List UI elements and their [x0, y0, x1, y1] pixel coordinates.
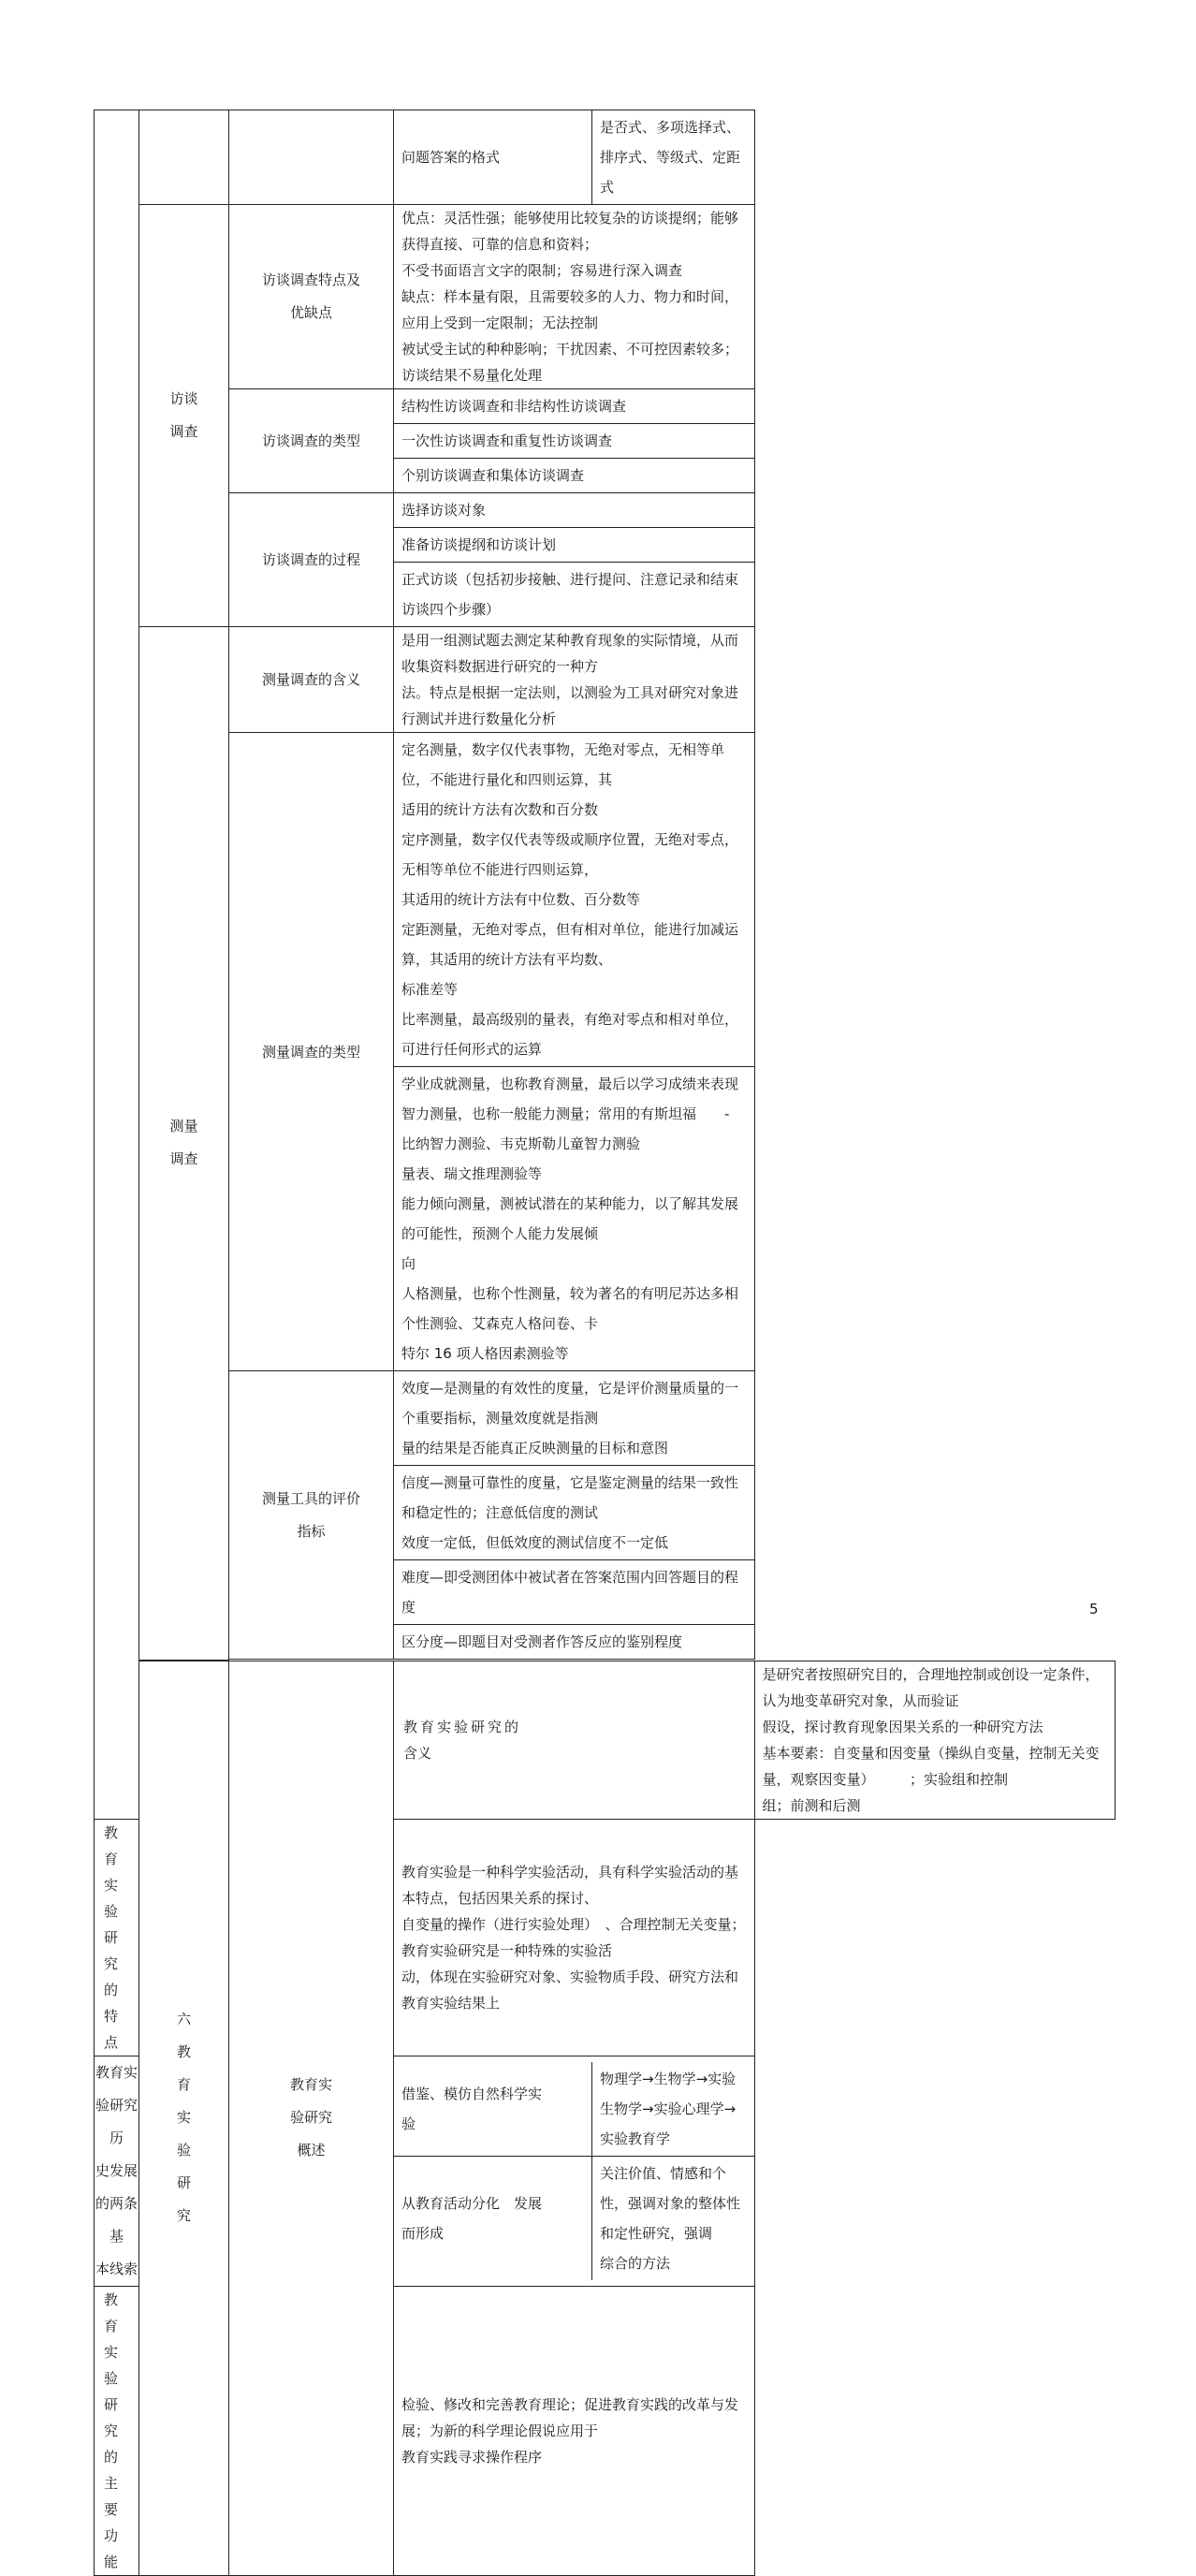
- table-row: [95, 493, 1116, 627]
- text-line: 信度—测量可靠性的度量，它是鉴定测量的结果一致性和稳定性的；注意低信度的测试: [401, 1474, 739, 1521]
- text-line: 优点：灵活性强；能够使用比较复杂的访谈提纲；能够获得直接、可靠的信息和资料；: [401, 210, 739, 253]
- list-item: 个别访谈调查和集体访谈调查: [401, 467, 585, 484]
- text-line: 向: [401, 1255, 416, 1272]
- history-desc: [592, 2156, 754, 2280]
- text-line: 其适用的统计方法有中位数、百分数等: [401, 891, 641, 908]
- subject-measurement-types: 测量调查的类型: [229, 733, 394, 1371]
- category-line: 调查: [169, 423, 198, 440]
- subject-line: 测量工具的评价: [261, 1489, 360, 1507]
- text-line: 人格测量，也称个性测量，较为著名的有明尼苏达多相个性测验、艾森克人格问卷、卡: [401, 1285, 739, 1332]
- document-page: [94, 110, 1116, 2576]
- text-line: 组；前测和后测: [762, 1796, 861, 1814]
- list-item: [394, 1067, 754, 1371]
- chapter-char: 六: [176, 2011, 191, 2027]
- content-measurement-meaning: [394, 627, 755, 733]
- category-line: 访谈: [169, 390, 198, 407]
- chapter-char: 研: [176, 2174, 191, 2191]
- table-row: [95, 110, 1116, 205]
- subject-interview-types: 访谈调查的类型: [229, 389, 394, 493]
- subject-line: 本线索: [95, 2260, 138, 2277]
- subject-line: 指标: [297, 1522, 326, 1540]
- text-line: 而形成: [401, 2224, 445, 2242]
- content-interview-process: [394, 493, 755, 627]
- content-experiment-meaning: [754, 1661, 1116, 1819]
- subject-line: 主要功能: [104, 2474, 119, 2570]
- category-line: 验研究: [289, 2109, 332, 2126]
- chapter-char: 育: [176, 2076, 191, 2093]
- text-line: 定距测量，无绝对零点，但有相对单位，能进行加减运算，其适用的统计方法有平均数、: [401, 921, 739, 968]
- text-line: 自变量的操作（进行实验处理） 、合理控制无关变量；教育实验研究是一种特殊的实验活: [401, 1915, 746, 1959]
- text-line: 特尔 16 项人格因素测验等: [401, 1345, 569, 1362]
- text-line: 被试受主试的种种影响；干扰因素、不可控因素较多；访谈结果不易量化处理: [401, 341, 739, 384]
- table-row: [95, 1661, 1116, 1819]
- text-line: 是研究者按照研究目的，合理地控制或创设一定条件，认为地变革研究对象，从而验证: [762, 1665, 1100, 1709]
- chapter-char: 教: [176, 2043, 191, 2060]
- text-line: 智力测量，也称一般能力测量；常用的有斯坦福 - 比纳智力测验、韦克斯勒儿童智力测验: [401, 1105, 730, 1152]
- subject-cell-empty: [229, 110, 394, 205]
- text-line: 学业成就测量，也称教育测量，最后以学习成绩来表现: [401, 1076, 739, 1092]
- list-item: 正式访谈（包括初步接触、进行提问、注意记录和结束访谈四个步骤）: [401, 571, 739, 618]
- text-line: 量表、瑞文推理测验等: [401, 1165, 543, 1182]
- subject-line: 史发展的两条基: [95, 2161, 138, 2245]
- answer-format-value: 是否式、多项选择式、排序式、等级式、定距式: [600, 119, 741, 196]
- subject-experiment-features: [95, 1819, 139, 2056]
- table-row: [95, 389, 1116, 493]
- text-line: 验: [401, 2115, 416, 2132]
- list-item: 准备访谈提纲和访谈计划: [394, 528, 754, 563]
- table-row: [95, 733, 1116, 1371]
- content-measurement-types: [394, 733, 755, 1371]
- content-interview-types: [394, 389, 755, 493]
- text-line: 比率测量，最高级别的量表，有绝对零点和相对单位，可进行任何形式的运算: [401, 1011, 739, 1058]
- list-item: [394, 1466, 754, 1560]
- category-line: 测量: [169, 1118, 198, 1135]
- history-sub: [394, 2062, 592, 2157]
- category-measurement: [139, 627, 229, 1661]
- subject-line: 优缺点: [289, 304, 332, 321]
- list-item: 区分度—即题目对受测者作答反应的鉴别程度: [401, 1633, 683, 1650]
- list-item: 结构性访谈调查和非结构性访谈调查: [394, 389, 754, 424]
- category-cell-empty: [139, 110, 229, 205]
- text-line: 定名测量，数字仅代表事物，无绝对零点，无相等单位，不能进行量化和四则运算，其: [401, 741, 725, 788]
- chapter-char: 究: [176, 2207, 191, 2224]
- text-line: 效度—是测量的有效性的度量，它是评价测量质量的一个重要指标，测量效度就是指测: [401, 1380, 739, 1427]
- text-line: 是用一组测试题去测定某种教育现象的实际情境，从而收集资料数据进行研究的一种方: [401, 632, 739, 675]
- subject-experiment-history: [95, 2056, 139, 2286]
- table-row: [95, 627, 1116, 733]
- text-line: 能力倾向测量，测被试潜在的某种能力，以了解其发展的可能性，预测个人能力发展倾: [401, 1195, 739, 1242]
- text-line: 从教育活动分化 发展: [401, 2194, 543, 2212]
- text-line: 关注价值、情感和个性，强调对象的整体性和定性研究，强调: [600, 2164, 741, 2242]
- chapter-char: 验: [176, 2142, 191, 2159]
- page-number: 5: [1089, 1601, 1099, 1617]
- table-row: [95, 205, 1116, 389]
- subject-measurement-meaning: 测量调查的含义: [229, 627, 394, 733]
- list-item: [394, 1371, 754, 1466]
- subject-line: 特点: [104, 2007, 119, 2051]
- outline-table: [94, 110, 1116, 2576]
- category-line: 概述: [297, 2142, 326, 2159]
- text-line: 动，体现在实验研究对象、实验物质手段、研究方法和教育实验结果上: [401, 1968, 739, 2012]
- subject-measurement-evaluation: [229, 1371, 394, 1660]
- subject-line: 教育实验研究的: [403, 1718, 522, 1735]
- content-interview-features: [394, 205, 755, 389]
- text-line: 假设，探讨教育现象因果关系的一种研究方法: [762, 1718, 1043, 1735]
- category-line: 调查: [169, 1150, 198, 1168]
- list-item: 选择访谈对象: [394, 493, 754, 528]
- content-experiment-features: [394, 1819, 755, 2056]
- text-line: 不受书面语言文字的限制；容易进行深入调查: [401, 262, 683, 279]
- subject-line: 教育实验研究的: [104, 1823, 122, 1998]
- text-line: 量的结果是否能真正反映测量的目标和意图: [401, 1440, 669, 1456]
- text-line: 基本要素：自变量和因变量（操纵自变量，控制无关变量，观察因变量） ；实验组和控制: [762, 1744, 1100, 1788]
- category-line: 教育实: [289, 2076, 332, 2093]
- text-line: 教育实践寻求操作程序: [401, 2448, 543, 2466]
- text-line: 适用的统计方法有次数和百分数: [401, 801, 599, 818]
- text-line: 借鉴、模仿自然科学实: [401, 2085, 543, 2102]
- history-sub: [394, 2156, 592, 2280]
- content-experiment-functions: [394, 2286, 755, 2575]
- text-line: 综合的方法: [600, 2254, 671, 2272]
- chapter-experiment: [139, 1661, 229, 2575]
- text-line: 法。特点是根据一定法则，以测验为工具对研究对象进行测试并进行数量化分析: [401, 684, 739, 727]
- category-experiment: [229, 1661, 394, 2575]
- answer-format-label: 问题答案的格式: [394, 110, 592, 204]
- text-line: 教育实验是一种科学实验活动，具有科学实验活动的基本特点，包括因果关系的探讨、: [401, 1863, 739, 1907]
- subject-line: 教育实验研究的: [104, 2291, 122, 2466]
- text-line: 物理学→生物学→实验生物学→实验心理学→实验教育学: [600, 2070, 737, 2147]
- text-line: 检验、修改和完善教育理论；促进教育实践的改革与发展；为新的科学理论假说应用于: [401, 2395, 739, 2439]
- chapter-char: 实: [176, 2109, 191, 2126]
- content-measurement-evaluation: [394, 1371, 755, 1660]
- text-line: 效度一定低，但低效度的测试信度不一定低: [401, 1534, 669, 1551]
- subject-line: 教育实验研究历: [95, 2063, 138, 2146]
- category-interview: [139, 205, 229, 627]
- content-experiment-history: [394, 2056, 755, 2286]
- text-line: 标准差等: [401, 981, 459, 998]
- subject-line: 访谈调查特点及: [261, 271, 360, 288]
- table-row: [95, 1371, 1116, 1660]
- subject-experiment-functions: [95, 2286, 139, 2575]
- list-item: 一次性访谈调查和重复性访谈调查: [394, 424, 754, 459]
- content-cell: [394, 110, 755, 205]
- chapter-cell-empty: [95, 110, 139, 1820]
- list-item: 难度—即受测团体中被试者在答案范围内回答题目的程度: [394, 1560, 754, 1625]
- text-line: 定序测量，数字仅代表等级或顺序位置，无绝对零点，无相等单位不能进行四则运算，: [401, 831, 739, 878]
- subject-interview-process: 访谈调查的过程: [229, 493, 394, 627]
- subject-experiment-meaning: [394, 1661, 755, 1819]
- subject-line: 含义: [403, 1744, 432, 1762]
- text-line: 缺点：样本量有限，且需要较多的人力、物力和时间，应用上受到一定限制；无法控制: [401, 288, 739, 331]
- history-desc: [592, 2062, 754, 2157]
- list-item: [394, 733, 754, 1067]
- subject-interview-features: [229, 205, 394, 389]
